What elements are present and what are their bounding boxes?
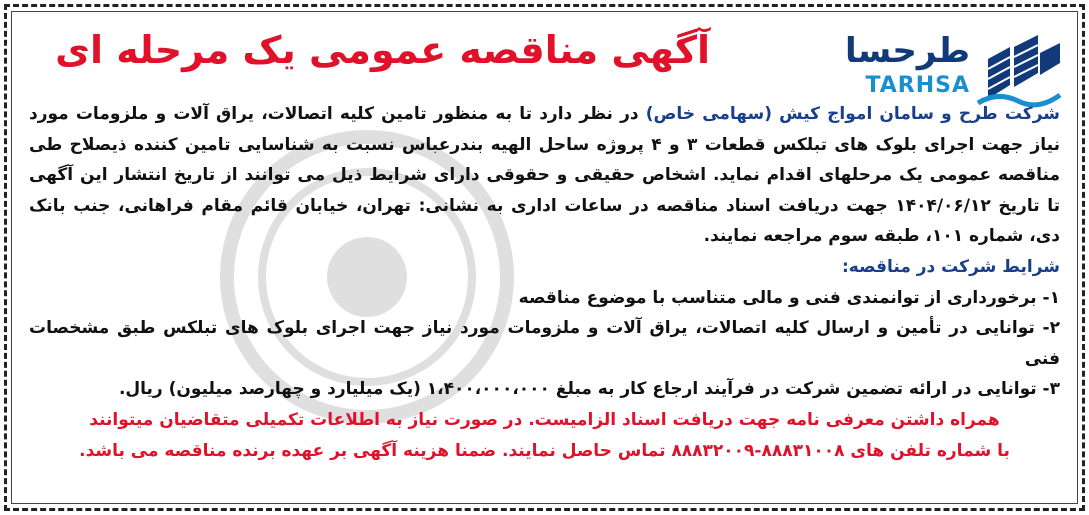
- notice-body: [29, 99, 1060, 466]
- condition-item-3: ۳- توانایی در ارائه تضمین شرکت در فرآیند ارجاع کار به مبلغ ۱،۴۰۰،۰۰۰،۰۰۰ (یک میلیارد و چهارصد میلیون) ریال.: [118, 379, 1060, 400]
- notice-title: آگهی مناقصه عمومی یک مرحله ای: [55, 28, 710, 72]
- logo-name-en: TARHSA: [865, 73, 970, 98]
- conditions-heading: شرایط شرکت در مناقصه:: [842, 256, 1060, 277]
- company-name: شرکت طرح و سامان امواج کیش (سهامی خاص): [645, 104, 1060, 124]
- intro-text: در نظر دارد تا به منظور تامین کلیه اتصالات، یراق آلات و ملزومات مورد نیاز جهت اجرای بلوک های تبلکس قطعات ۳ و ۴ پروژه ساحل الهیه بندرعباس نسبت به شناسایی تامین کننده ذیصلاح طی مناقصه عمومی یک مرحلهای اقدام نماید. اشخاص حقیقی و حقوقی دارای شرایط ذیل می توانند از تاریخ انتشار این آگهی تا تاریخ ۱۴۰۴/۰۶/۱۲ جهت دریافت اسناد مناقصه در ساعات اداری به نشانی: تهران، خیابان قائم مقام فراهانی، جنب بانک دی، شماره ۱۰۱، طبقه سوم مراجعه نمایند.: [29, 104, 1060, 247]
- footer-line-1: همراه داشتن معرفی نامه جهت دریافت اسناد الزامیست. در صورت نیاز به اطلاعات تکمیلی متقاضیان میتوانند: [89, 409, 1000, 430]
- condition-item-1: ۱- برخورداری از توانمندی فنی و مالی متناسب با موضوع مناقصه: [518, 287, 1060, 308]
- condition-item-2: ۲- توانایی در تأمین و ارسال کلیه اتصالات، یراق آلات و ملزومات مورد نیاز جهت اجرای بلوک های تبلکس طبق مشخصات فنی: [29, 318, 1060, 369]
- footer-line-2: با شماره تلفن های ۸۸۸۳۱۰۰۸-۸۸۸۳۲۰۰۹ تماس حاصل نمایند. ضمنا هزینه آگهی بر عهده برنده مناقصه می باشد.: [79, 440, 1010, 461]
- notice-frame: [4, 4, 1085, 511]
- intro-paragraph: [29, 99, 1060, 252]
- buildings-logo-icon: [976, 29, 1062, 109]
- logo-name-fa: طرحسا: [844, 31, 970, 71]
- tarhsa-logo: [832, 29, 1062, 109]
